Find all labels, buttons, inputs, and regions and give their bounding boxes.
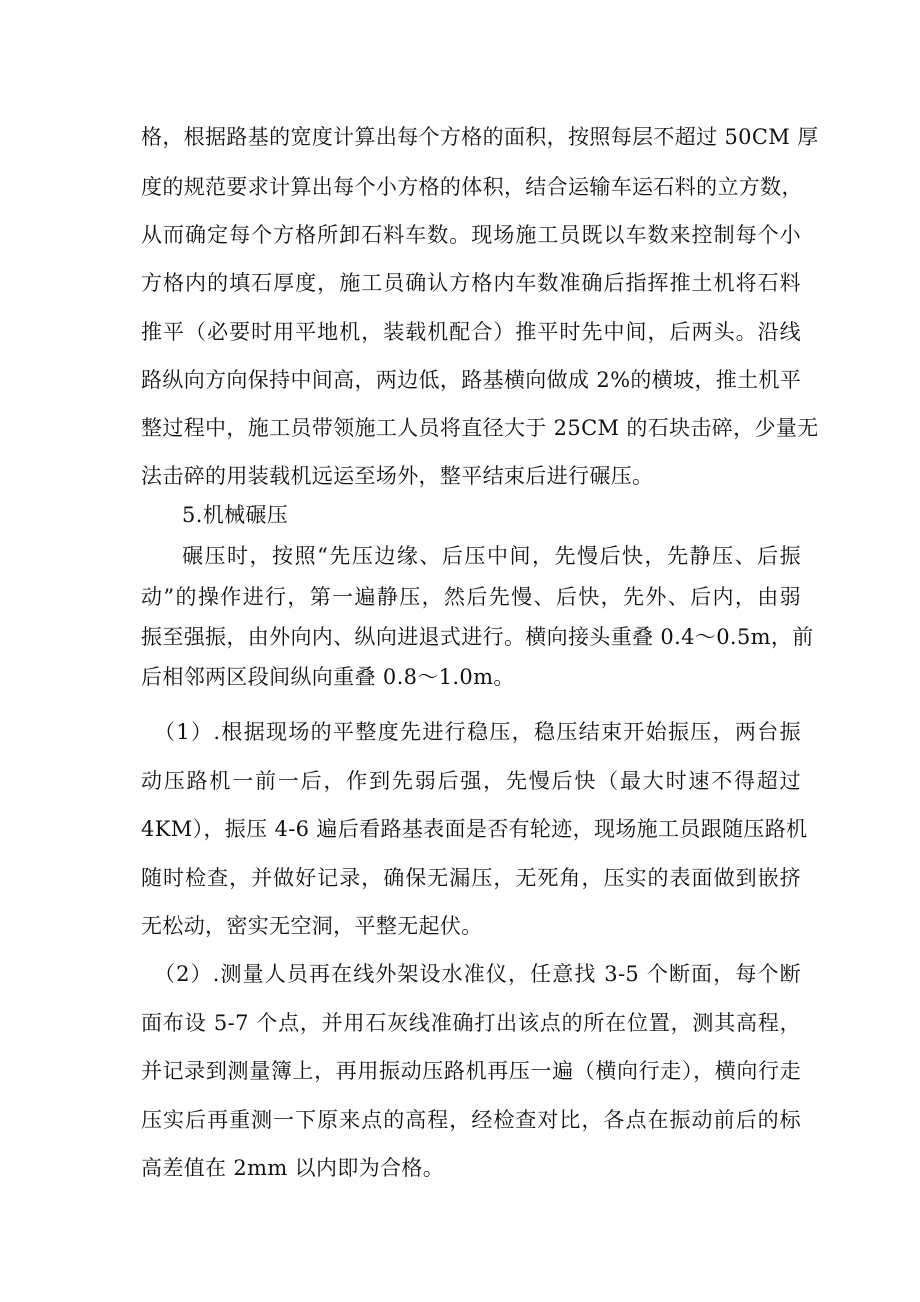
body-text-line: 高差值在 2mm 以内即为合格。 [141,1156,445,1180]
body-text-line: 无松动，密实无空洞，平整无起伏。 [141,914,483,938]
list-item-2-line: （2）.测量人员再在线外架设水准仪，任意找 3-5 个断面，每个断 [154,962,801,986]
body-text-line: 振至强振，由外向内、纵向进退式进行。横向接头重叠 0.4～0.5m，前 [141,625,814,649]
body-text-line: 碾压时，按照“先压边缘、后压中间，先慢后快，先静压、后振 [182,544,801,568]
body-text-line: 并记录到测量簿上，再用振动压路机再压一遍（横向行走），横向行走 [141,1059,801,1083]
body-text-line: 4KM），振压 4-6 遍后看路基表面是否有轮迹，现场施工员跟随压路机 [141,817,808,841]
body-text-line: 面布设 5-7 个点，并用石灰线准确打出该点的所在位置，测其高程， [141,1011,801,1035]
body-text-line: 推平（必要时用平地机，装载机配合）推平时先中间，后两头。沿线 [141,320,801,344]
section-heading: 5.机械碾压 [182,503,289,527]
body-text-line: 方格内的填石厚度，施工员确认方格内车数准确后指挥推土机将石料 [141,271,801,295]
body-text-line: 格，根据路基的宽度计算出每个方格的面积，按照每层不超过 50CM 厚 [141,125,819,149]
body-text-line: 法击碎的用装载机远运至场外，整平结束后进行碾压。 [141,464,654,488]
body-text-line: 度的规范要求计算出每个小方格的体积，结合运输车运石料的立方数， [141,175,803,199]
body-text-line: 从而确定每个方格所卸石料车数。现场施工员既以车数来控制每个小 [141,223,801,247]
body-text-line: 后相邻两区段间纵向重叠 0.8～1.0m。 [141,665,515,689]
body-text-line: 压实后再重测一下原来点的高程，经检查对比，各点在振动前后的标 [141,1108,801,1132]
body-text-line: 动压路机一前一后，作到先弱后强，先慢后快（最大时速不得超过 [141,769,801,793]
list-item-1-line: （1）.根据现场的平整度先进行稳压，稳压结束开始振压，两台振 [154,720,801,744]
body-text-line: 随时检查，并做好记录，确保无漏压，无死角，压实的表面做到嵌挤 [141,866,801,890]
body-text-line: 整过程中，施工员带领施工人员将直径大于 25CM 的石块击碎，少量无 [141,416,819,440]
body-text-line: 动”的操作进行，第一遍静压，然后先慢、后快，先外、后内，由弱 [141,585,801,609]
body-text-line: 路纵向方向保持中间高，两边低，路基横向做成 2%的横坡，推土机平 [141,368,802,392]
